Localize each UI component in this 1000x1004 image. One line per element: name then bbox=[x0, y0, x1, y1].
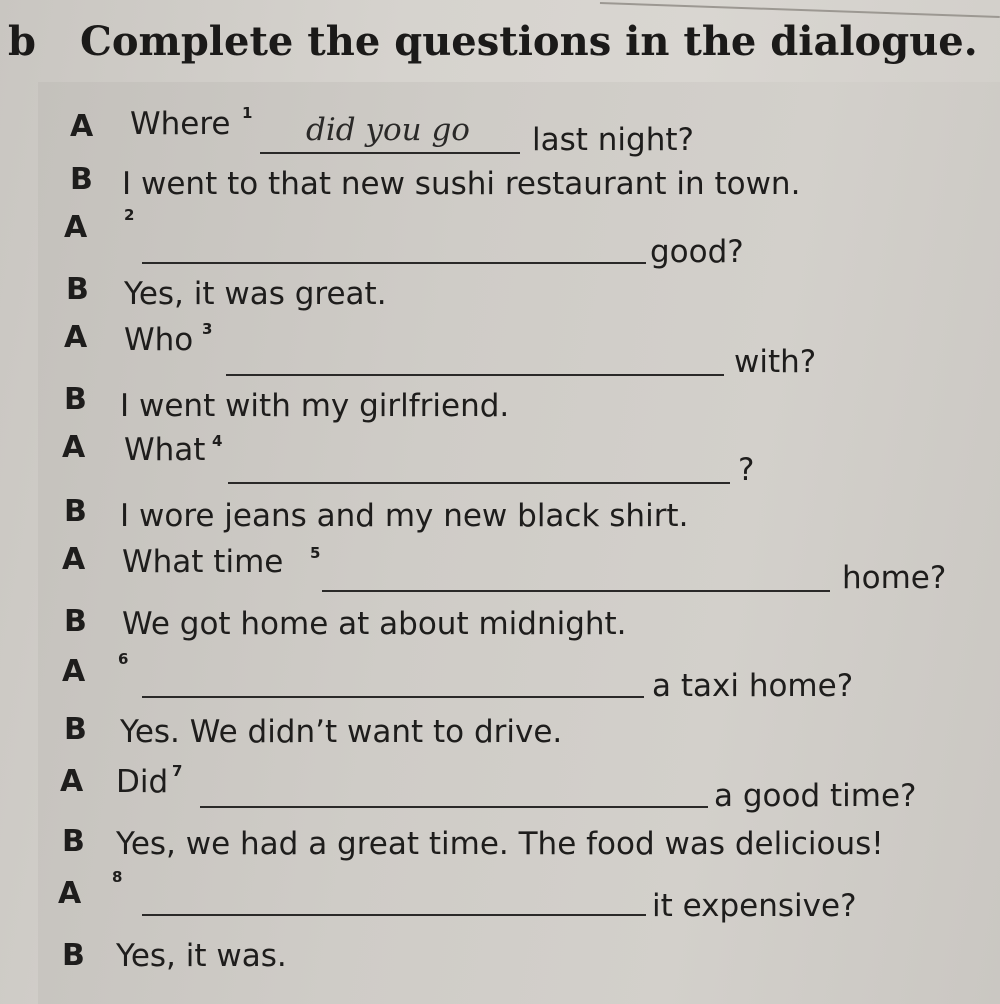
speaker-label: B bbox=[70, 162, 93, 197]
speaker-label: A bbox=[58, 876, 82, 911]
dialogue-panel bbox=[38, 82, 1000, 1004]
speaker-label: A bbox=[70, 109, 94, 144]
page-edge-rule bbox=[600, 2, 1000, 18]
speaker-label: A bbox=[62, 430, 86, 465]
reply-text: Yes. We didn’t want to drive. bbox=[120, 714, 563, 750]
question-start: Did bbox=[116, 764, 169, 800]
question-end: ? bbox=[738, 452, 755, 488]
exercise-letter: b bbox=[8, 18, 36, 65]
gap-number: 1 bbox=[242, 104, 253, 122]
speaker-label: B bbox=[64, 494, 87, 529]
question-start: What time bbox=[122, 544, 284, 580]
gap-number: 2 bbox=[124, 206, 135, 224]
gap-number: 6 bbox=[118, 650, 129, 668]
speaker-label: B bbox=[62, 824, 85, 859]
speaker-label: A bbox=[60, 764, 84, 799]
speaker-label: B bbox=[64, 382, 87, 417]
exercise-header bbox=[8, 18, 978, 65]
speaker-label: A bbox=[64, 320, 88, 355]
question-end: with? bbox=[734, 344, 817, 380]
question-start: Who bbox=[124, 322, 194, 358]
speaker-label: A bbox=[62, 654, 86, 689]
answer-gap[interactable] bbox=[142, 696, 644, 698]
answer-gap[interactable] bbox=[142, 914, 646, 916]
question-end: last night? bbox=[532, 122, 694, 158]
reply-text: Yes, it was. bbox=[116, 938, 287, 974]
reply-text: Yes, it was great. bbox=[124, 276, 387, 312]
gap-number: 8 bbox=[112, 868, 123, 886]
answer-gap[interactable] bbox=[226, 374, 724, 376]
answer-gap[interactable] bbox=[260, 152, 520, 154]
gap-number: 4 bbox=[212, 432, 223, 450]
speaker-label: A bbox=[64, 210, 88, 245]
question-start: What bbox=[124, 432, 206, 468]
answer-gap[interactable] bbox=[322, 590, 830, 592]
question-end: home? bbox=[842, 560, 947, 596]
answer-gap[interactable] bbox=[228, 482, 730, 484]
gap-answer: did you go bbox=[306, 112, 470, 148]
speaker-label: B bbox=[62, 938, 85, 973]
speaker-label: A bbox=[62, 542, 86, 577]
answer-gap[interactable] bbox=[142, 262, 646, 264]
gap-number: 3 bbox=[202, 320, 213, 338]
answer-gap[interactable] bbox=[200, 806, 708, 808]
reply-text: We got home at about midnight. bbox=[122, 606, 627, 642]
reply-text: I went to that new sushi restaurant in town. bbox=[122, 166, 801, 202]
reply-text: Yes, we had a great time. The food was delicious! bbox=[116, 826, 884, 862]
question-end: it expensive? bbox=[652, 888, 857, 924]
exercise-instruction: Complete the questions in the dialogue. bbox=[80, 18, 978, 65]
question-start: Where bbox=[130, 106, 231, 142]
speaker-label: B bbox=[64, 712, 87, 747]
reply-text: I went with my girlfriend. bbox=[120, 388, 510, 424]
speaker-label: B bbox=[64, 604, 87, 639]
question-end: good? bbox=[650, 234, 744, 270]
gap-number: 7 bbox=[172, 762, 183, 780]
speaker-label: B bbox=[66, 272, 89, 307]
reply-text: I wore jeans and my new black shirt. bbox=[120, 498, 689, 534]
question-end: a taxi home? bbox=[652, 668, 854, 704]
gap-number: 5 bbox=[310, 544, 321, 562]
question-end: a good time? bbox=[714, 778, 917, 814]
